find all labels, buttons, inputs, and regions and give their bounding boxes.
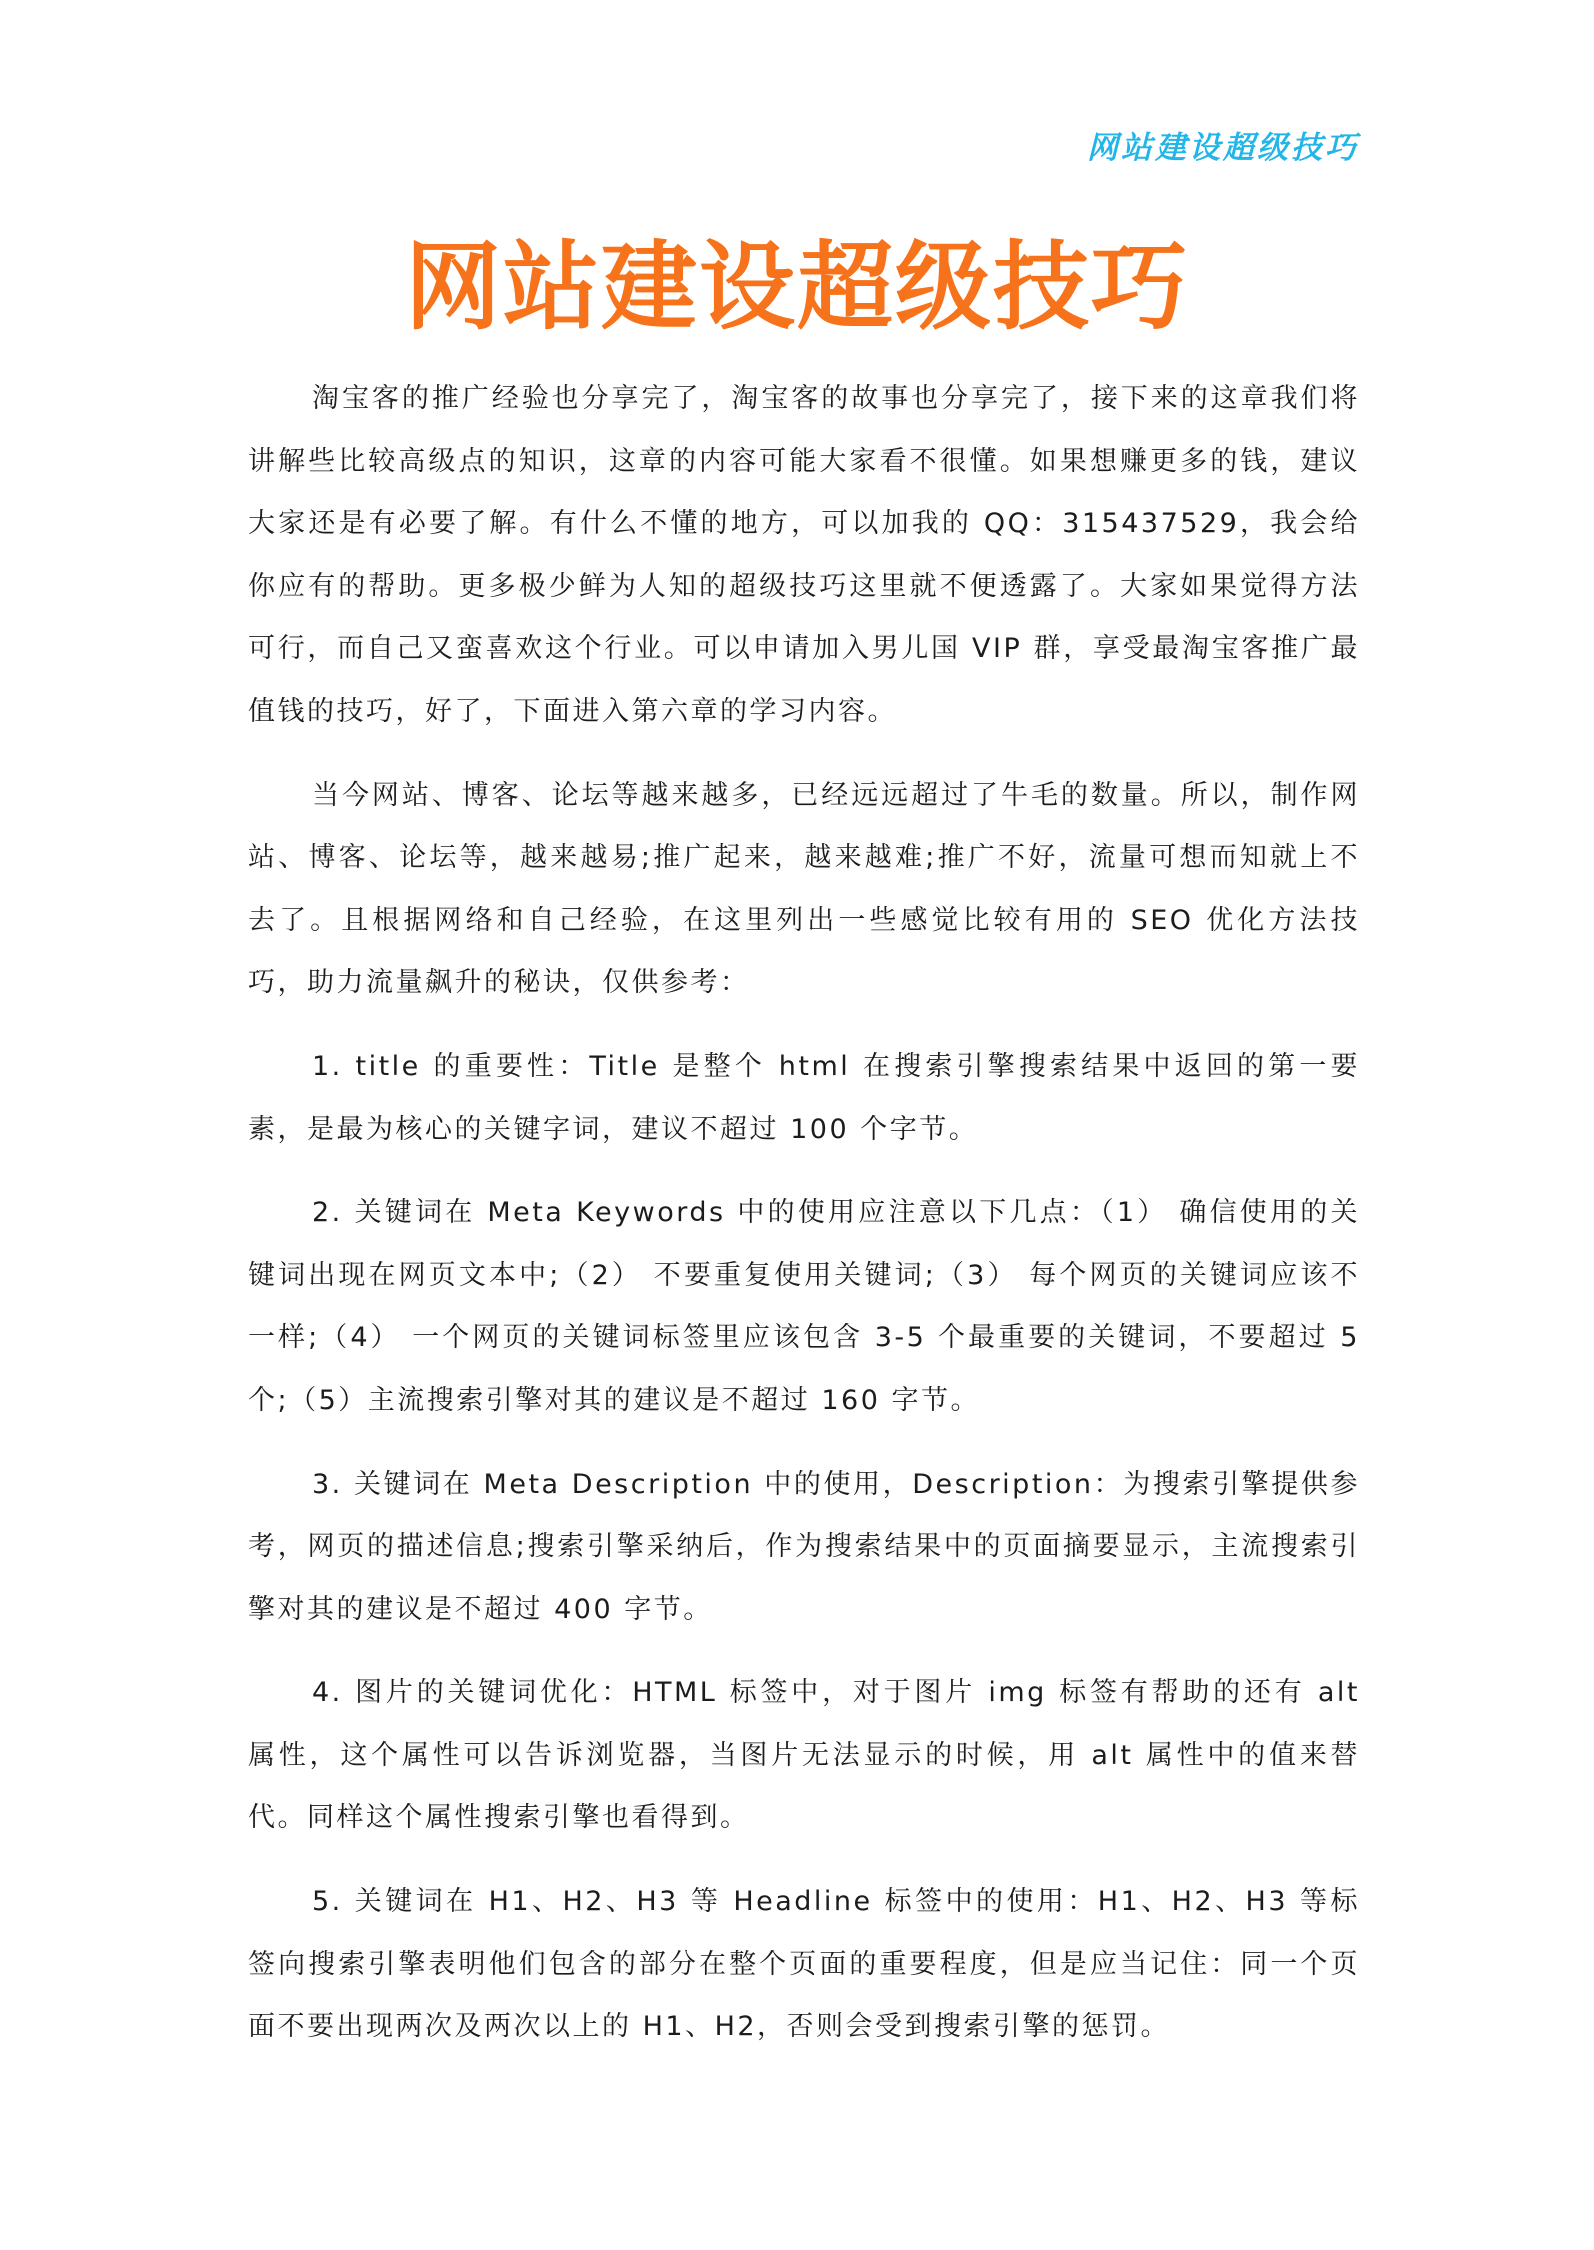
running-header: 网站建设超级技巧: [1087, 130, 1359, 166]
paragraph-tip-2-keywords: 2. 关键词在 Meta Keywords 中的使用应注意以下几点：（1） 确信使用的关键词出现在网页文本中;（2） 不要重复使用关键词;（3） 每个网页的关键词应该不一样;（4） 一个网页的关键词标签里应该包含 3-5 个最重要的关键词，不要超过 5 个;（5）主流搜索引擎对其的建议是不超过 160 字节。: [248, 1197, 1360, 1416]
paragraph-tip-3-description: 3. 关键词在 Meta Description 中的使用，Description：为搜索引擎提供参考，网页的描述信息;搜索引擎采纳后，作为搜索结果中的页面摘要显示，主流搜索引擎对其的建议是不超过 400 字节。: [248, 1468, 1360, 1625]
paragraph-intro: 淘宝客的推广经验也分享完了，淘宝客的故事也分享完了，接下来的这章我们将讲解些比较高级点的知识，这章的内容可能大家看不很懂。如果想赚更多的钱，建议大家还是有必要了解。有什么不懂的地方，可以加我的 QQ：315437529，我会给你应有的帮助。更多极少鲜为人知的超级技巧这里就不便透露了。大家如果觉得方法可行，而自己又蛮喜欢这个行业。可以申请加入男儿国 VIP 群，享受最淘宝客推广最值钱的技巧，好了，下面进入第六章的学习内容。: [248, 383, 1360, 727]
page-title: 网站建设超级技巧: [405, 231, 1189, 343]
paragraph-tip-5-headline: 5. 关键词在 H1、H2、H3 等 Headline 标签中的使用：H1、H2、H3 等标签向搜索引擎表明他们包含的部分在整个页面的重要程度，但是应当记住：同一个页面不要出现两次及两次以上的 H1、H2，否则会受到搜索引擎的惩罚。: [248, 1886, 1360, 2043]
paragraph-seo-overview: 当今网站、博客、论坛等越来越多，已经远远超过了牛毛的数量。所以，制作网站、博客、论坛等，越来越易;推广起来，越来越难;推广不好，流量可想而知就上不去了。且根据网络和自己经验，在这里列出一些感觉比较有用的 SEO 优化方法技巧，助力流量飙升的秘诀，仅供参考：: [248, 779, 1360, 999]
body-text: [248, 368, 1360, 2080]
paragraph-tip-1-title: 1. title 的重要性：Title 是整个 html 在搜索引擎搜索结果中返回的第一要素，是最为核心的关键字词，建议不超过 100 个字节。: [248, 1050, 1360, 1145]
paragraph-tip-4-image-alt: 4. 图片的关键词优化：HTML 标签中，对于图片 img 标签有帮助的还有 alt 属性，这个属性可以告诉浏览器，当图片无法显示的时候，用 alt 属性中的值来替代。同样这个属性搜索引擎也看得到。: [248, 1677, 1360, 1834]
